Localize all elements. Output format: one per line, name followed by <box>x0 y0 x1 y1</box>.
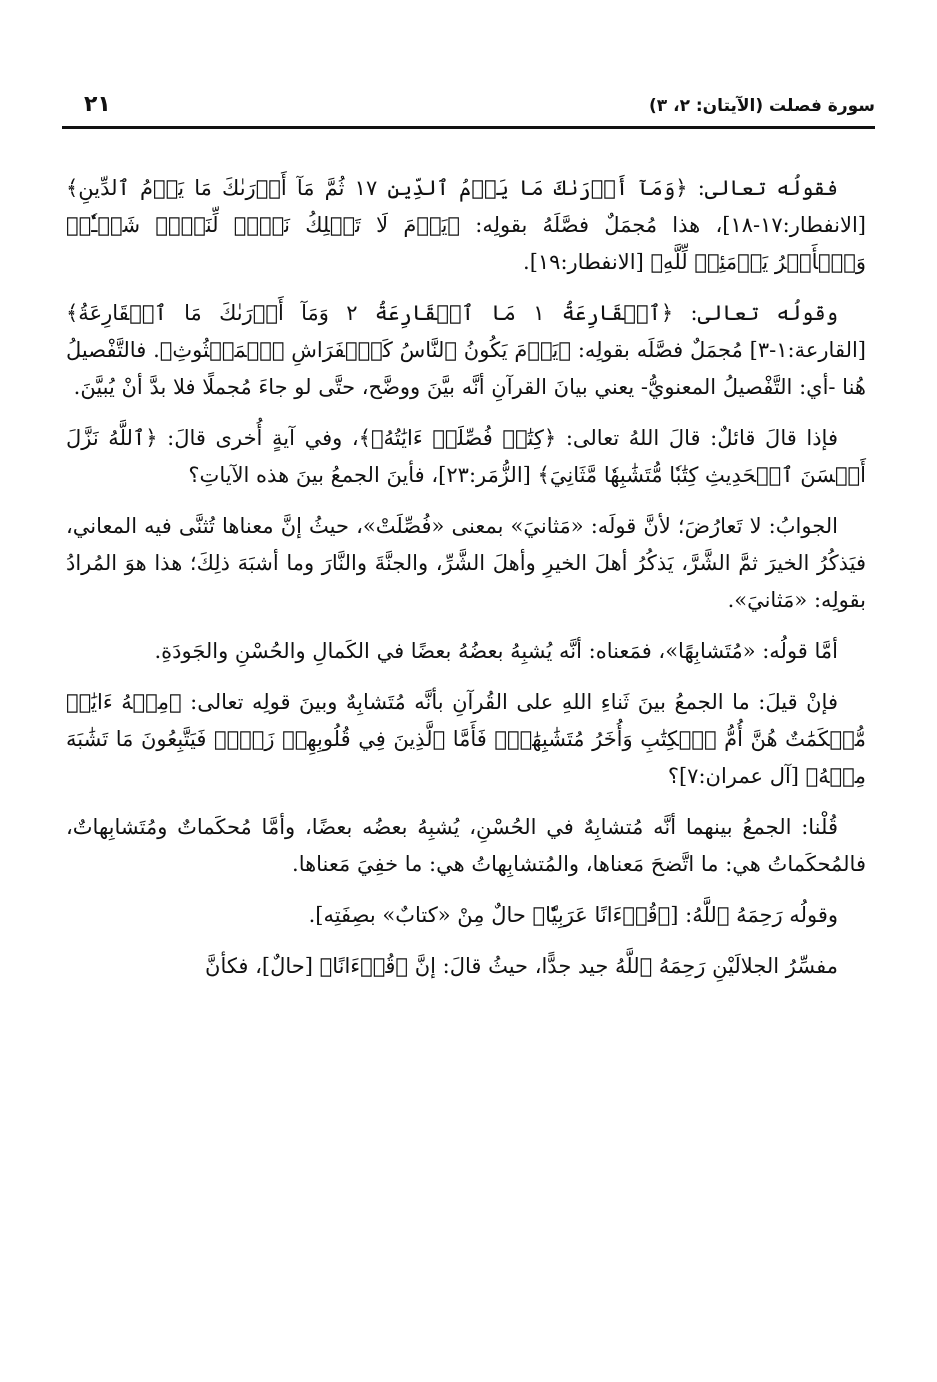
page-number: ٢١ <box>84 92 111 117</box>
paragraph: أمَّا قولُه: «مُتَشابِهًا»، فمَعناه: أنَّه يُشبِهُ بعضُهُ بعضًا في الكَمالِ والحُسْنِ والجَودَةِ. <box>154 639 838 663</box>
running-title: سورة فصلت (الآيتان: ٢، ٣) <box>649 96 875 116</box>
paragraph: فإنْ قيلَ: ما الجمعُ بينَ ثَناءِ اللهِ على القُرآنِ بأنَّه مُتَشابِهٌ وبينَ قولِه تعالى: ﴿مِنۡهُ ءَايَٰتٞ مُّحۡكَمَٰتٌ هُنَّ أُمُّ ٱلۡكِتَٰبِ وَأُخَرُ مُتَشَٰبِهَٰتٞۖ فَأَمَّا ٱلَّذِينَ فِي قُلُوبِهِمۡ زَيۡغٞ فَيَتَّبِعُونَ مَا تَشَٰبَهَ مِنۡهُ﴾ [آل عمران:٧]؟ <box>66 690 866 788</box>
paragraph: فقولُه تعالى: ﴿وَمَآ أَدۡرَىٰكَ مَا يَوۡمُ ٱلدِّينِ ١٧ ثُمَّ مَآ أَدۡرَىٰكَ مَا يَوۡمُ ٱلدِّينِ﴾ [الانفطار:١٧-١٨]، هذا مُجمَلٌ فصَّلَهُ بقولِه: ﴿يَوۡمَ لَا تَمۡلِكُ نَفۡسٞ لِّنَفۡسٖ شَيۡـٔٗاۖ وَٱلۡأَمۡرُ يَوۡمَئِذٖ لِّلَّهِ﴾ [الانفطار:١٩]. <box>66 176 866 274</box>
paragraph: فإذا قالَ قائلٌ: قالَ اللهُ تعالى: ﴿كِتَٰبٞ فُصِّلَتۡ ءَايَٰتُهُۥ﴾، وفي آيةٍ أُخرى قالَ: ﴿ٱللَّهُ نَزَّلَ أَحۡسَنَ ٱلۡحَدِيثِ كِتَٰبٗا مُّتَشَٰبِهٗا مَّثَانِيَ﴾ [الزُّمَر:٢٣]، فأينَ الجمعُ بينَ هذه الآياتِ؟ <box>66 426 866 487</box>
paragraph: مفسِّرُ الجلالَيْنِ رَحِمَهُ ٱللَّهُ جيد جدًّا، حيثُ قالَ: إنَّ ﴿قُرۡءَانًا﴾ [حالٌ]، فكأنَّ <box>205 954 838 978</box>
paragraph: قُلْنا: الجمعُ بينهما أنَّه مُتشابِهٌ في الحُسْنِ، يُشبِهُ بعضُه بعضًا، وأمَّا مُحكَماتٌ ومُتَشابِهاتٌ، فالمُحكَماتُ هي: ما اتَّضحَ مَعناها، والمُتشابِهاتُ هي: ما خفِيَ مَعناها. <box>66 815 866 876</box>
page-body <box>66 170 866 985</box>
page-header <box>62 92 875 128</box>
paragraph: الجوابُ: لا تَعارُضَ؛ لأنَّ قولَه: «مَثانيَ» بمعنى «فُصِّلَتْ»، حيثُ إنَّ معناها تُثنَّى فيه المعاني، فيَذكُرُ الخيرَ ثمَّ الشَّرَّ، يَذكُرُ أهلَ الخيرِ وأهلَ الشَّرِّ، والجنَّةَ والنَّارَ وما أشبَهَ ذلِكَ؛ هذا هوَ المُرادُ بقولِه: «مَثانيَ». <box>66 514 866 612</box>
header-rule <box>62 126 875 129</box>
paragraph: وقولُه تعالى: ﴿ٱلۡقَارِعَةُ ١ مَا ٱلۡقَارِعَةُ ٢ وَمَآ أَدۡرَىٰكَ مَا ٱلۡقَارِعَةُ﴾ [القارعة:١-٣] مُجمَلٌ فصَّلَه بقولِه: ﴿يَوۡمَ يَكُونُ ٱلنَّاسُ كَٱلۡفَرَاشِ ٱلۡمَبۡثُوثِ﴾. فالتَّفْصيلُ هُنا -أي: التَّفْصيلُ المعنويُّ- يعني بيانَ القرآنِ أنَّه بيَّنَ ووضَّح، حتَّى لو جاءَ مُجملًا فلا بدَّ أنْ يُبيَّنَ. <box>66 301 866 399</box>
paragraph: وقولُه رَحِمَهُ ٱللَّهُ: [﴿قُرۡءَانًا عَرَبِيّٗا﴾ حالٌ مِنْ «كتابٌ» بصِفَتِه]. <box>308 903 838 927</box>
